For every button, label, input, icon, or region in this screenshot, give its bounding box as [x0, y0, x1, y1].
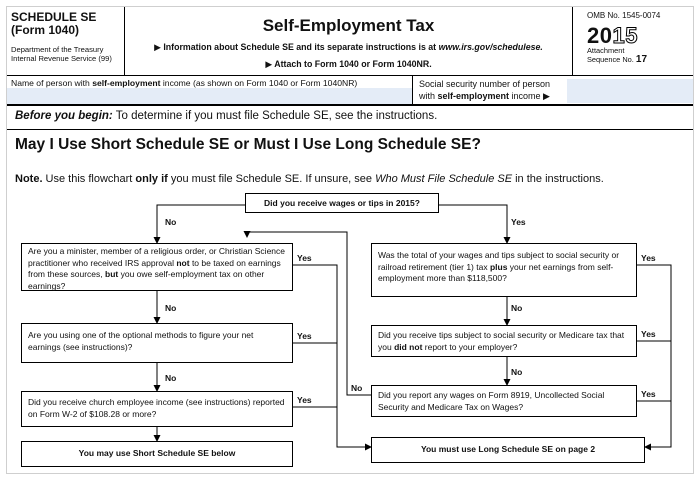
wages-tips-question: Did you receive wages or tips in 2015? — [245, 193, 439, 213]
department-text: Department of the Treasury Internal Revenue Service (99) — [11, 45, 112, 63]
yes-label: Yes — [297, 331, 312, 341]
info-line: ▶ Information about Schedule SE and its separate instructions is at www.irs.gov/schedulese. — [154, 42, 543, 52]
optional-methods-question: Are you using one of the optional methods to figure your net earnings (see instructions)? — [21, 323, 293, 363]
form-8919-question: Did you report any wages on Form 8919, Uncollected Social Security and Medicare Tax on Wages? — [371, 385, 637, 417]
ssn-label: Social security number of person with self-employment income ▶ — [419, 79, 551, 101]
short-schedule-result: You may use Short Schedule SE below — [21, 441, 293, 467]
unreported-tips-question: Did you receive tips subject to social security or Medicare tax that you did not report to your employer? — [371, 325, 637, 357]
section-title: May I Use Short Schedule SE or Must I Use Long Schedule SE? — [15, 136, 481, 153]
minister-question: Are you a minister, member of a religious order, or Christian Science practitioner who received IRS approval not to be taxed on earnings from these sources, but you owe self-employment tax on other earnings? — [21, 243, 293, 291]
church-income-question: Did you receive church employee income (see instructions) reported on Form W-2 of $108.28 or more? — [21, 391, 293, 427]
no-label: No — [511, 367, 523, 377]
name-label: Name of person with self-employment income (as shown on Form 1040 or Form 1040NR) — [7, 76, 413, 104]
attach-line: ▶ Attach to Form 1040 or Form 1040NR. — [265, 59, 432, 69]
yes-label: Yes — [297, 253, 312, 263]
tax-year: 2015 — [587, 23, 638, 48]
no-label: No — [165, 303, 177, 313]
yes-label: Yes — [641, 389, 656, 399]
form-id-line1: SCHEDULE SE — [11, 10, 97, 24]
schedule-se-form — [6, 6, 694, 474]
yes-label: Yes — [641, 253, 656, 263]
long-schedule-result: You must use Long Schedule SE on page 2 — [371, 437, 645, 463]
no-label: No — [351, 383, 363, 393]
total-wages-question: Was the total of your wages and tips subject to social security or railroad retirement (tier 1) tax plus your net earnings from self-employment more than $118,500? — [371, 243, 637, 297]
no-label: No — [165, 373, 177, 383]
form-id-line2: (Form 1040) — [11, 23, 80, 37]
before-you-begin: Before you begin: To determine if you must file Schedule SE, see the instructions. — [15, 110, 438, 122]
form-title: Self-Employment Tax — [262, 16, 435, 35]
flowchart-note: Note. Use this flowchart only if you must file Schedule SE. If unsure, see Who Must File Schedule SE in the instructions. — [15, 173, 604, 185]
attachment-sequence: Attachment Sequence No. 17 — [587, 46, 648, 65]
yes-label: Yes — [297, 395, 312, 405]
yes-label: Yes — [511, 217, 526, 227]
yes-label: Yes — [641, 329, 656, 339]
info-url-link[interactable]: www.irs.gov/schedulese. — [438, 42, 543, 52]
omb-number: OMB No. 1545-0074 — [587, 11, 661, 20]
no-label: No — [511, 303, 523, 313]
no-label: No — [165, 217, 177, 227]
